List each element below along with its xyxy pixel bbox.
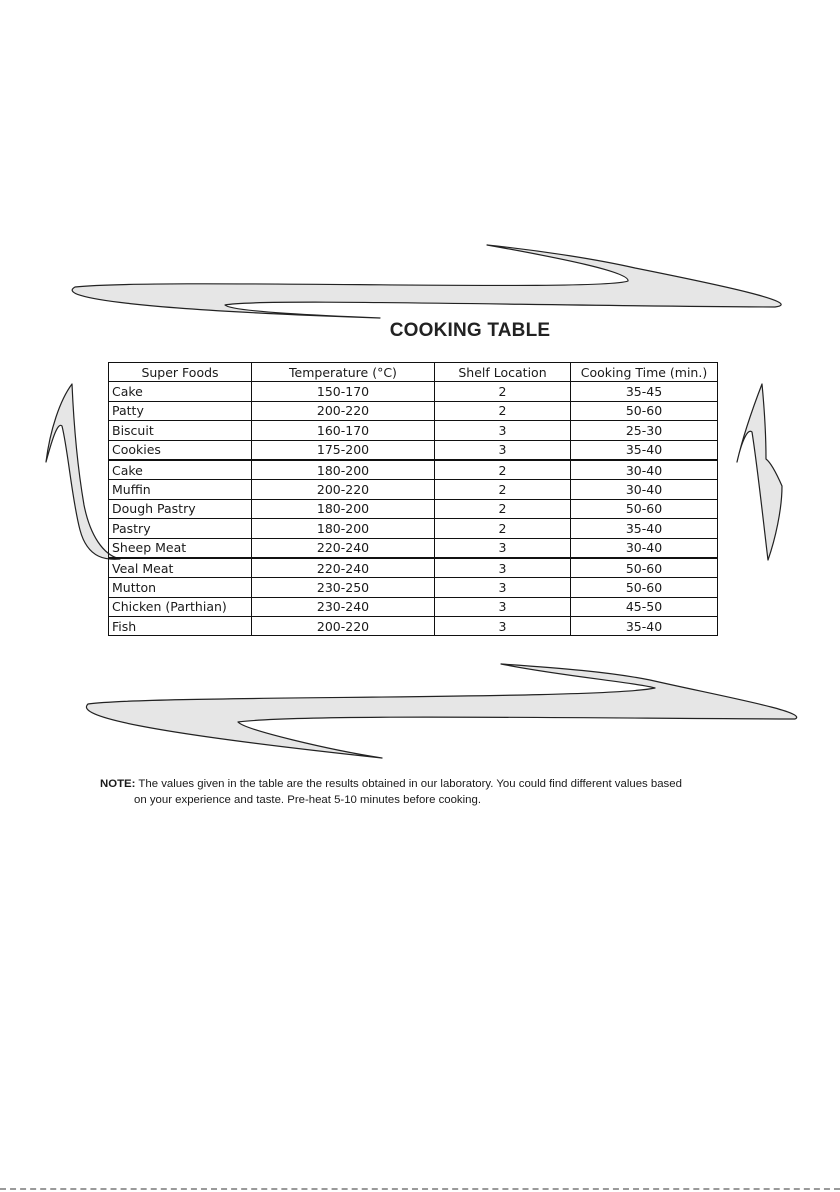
temperature-cell: 200-220 <box>252 401 435 420</box>
table-row <box>109 499 718 518</box>
time-cell: 35-45 <box>571 382 718 401</box>
note-label: NOTE: <box>100 778 136 790</box>
temperature-cell: 175-200 <box>252 440 435 460</box>
shelf-cell: 2 <box>435 480 571 499</box>
temperature-cell: 230-240 <box>252 597 435 616</box>
table-row <box>109 382 718 401</box>
time-cell: 30-40 <box>571 480 718 499</box>
temperature-cell: 160-170 <box>252 421 435 440</box>
food-cell: Mutton <box>109 578 252 597</box>
time-cell: 30-40 <box>571 538 718 558</box>
table-row <box>109 480 718 499</box>
time-cell: 35-40 <box>571 519 718 538</box>
note-paragraph <box>100 776 740 808</box>
time-cell: 30-40 <box>571 460 718 480</box>
bottom-swoosh-shape <box>86 664 796 758</box>
table-row <box>109 558 718 578</box>
shelf-cell: 3 <box>435 597 571 616</box>
shelf-cell: 2 <box>435 382 571 401</box>
shelf-cell: 2 <box>435 401 571 420</box>
food-cell: Cake <box>109 460 252 480</box>
cooking-table <box>108 362 718 636</box>
shelf-cell: 3 <box>435 538 571 558</box>
table-row <box>109 578 718 597</box>
shelf-cell: 3 <box>435 617 571 636</box>
table-row <box>109 519 718 538</box>
food-cell: Muffin <box>109 480 252 499</box>
food-cell: Cookies <box>109 440 252 460</box>
shelf-cell: 2 <box>435 460 571 480</box>
table-row <box>109 421 718 440</box>
page-title: COOKING TABLE <box>389 320 551 341</box>
table-row <box>109 460 718 480</box>
right-squiggle-shape <box>737 384 782 560</box>
temperature-cell: 150-170 <box>252 382 435 401</box>
temperature-cell: 180-200 <box>252 499 435 518</box>
food-cell: Chicken (Parthian) <box>109 597 252 616</box>
temperature-cell: 230-250 <box>252 578 435 597</box>
food-cell: Patty <box>109 401 252 420</box>
temperature-cell: 220-240 <box>252 538 435 558</box>
food-cell: Dough Pastry <box>109 499 252 518</box>
food-cell: Sheep Meat <box>109 538 252 558</box>
temperature-cell: 200-220 <box>252 480 435 499</box>
table-row <box>109 440 718 460</box>
column-header-temperature: Temperature (°C) <box>252 363 435 382</box>
shelf-cell: 2 <box>435 519 571 538</box>
time-cell: 25-30 <box>571 421 718 440</box>
column-header-super-foods: Super Foods <box>109 363 252 382</box>
shelf-cell: 3 <box>435 440 571 460</box>
note-text-line1: The values given in the table are the results obtained in our laboratory. You could find different values based <box>135 778 682 790</box>
table-row <box>109 538 718 558</box>
temperature-cell: 200-220 <box>252 617 435 636</box>
food-cell: Fish <box>109 617 252 636</box>
temperature-cell: 180-200 <box>252 519 435 538</box>
note-text-line2: on your experience and taste. Pre-heat 5-10 minutes before cooking. <box>134 794 481 806</box>
shelf-cell: 3 <box>435 578 571 597</box>
food-cell: Cake <box>109 382 252 401</box>
shelf-cell: 3 <box>435 558 571 578</box>
column-header-cooking-time: Cooking Time (min.) <box>571 363 718 382</box>
food-cell: Pastry <box>109 519 252 538</box>
table-row <box>109 617 718 636</box>
top-swoosh-shape <box>72 245 781 318</box>
food-cell: Biscuit <box>109 421 252 440</box>
column-header-shelf-location: Shelf Location <box>435 363 571 382</box>
table-header-row <box>109 363 718 382</box>
time-cell: 50-60 <box>571 578 718 597</box>
time-cell: 50-60 <box>571 401 718 420</box>
table-row <box>109 597 718 616</box>
shelf-cell: 2 <box>435 499 571 518</box>
time-cell: 35-40 <box>571 617 718 636</box>
time-cell: 45-50 <box>571 597 718 616</box>
time-cell: 35-40 <box>571 440 718 460</box>
table-row <box>109 401 718 420</box>
temperature-cell: 180-200 <box>252 460 435 480</box>
time-cell: 50-60 <box>571 558 718 578</box>
food-cell: Veal Meat <box>109 558 252 578</box>
temperature-cell: 220-240 <box>252 558 435 578</box>
page-footer-divider <box>0 1188 840 1190</box>
time-cell: 50-60 <box>571 499 718 518</box>
shelf-cell: 3 <box>435 421 571 440</box>
